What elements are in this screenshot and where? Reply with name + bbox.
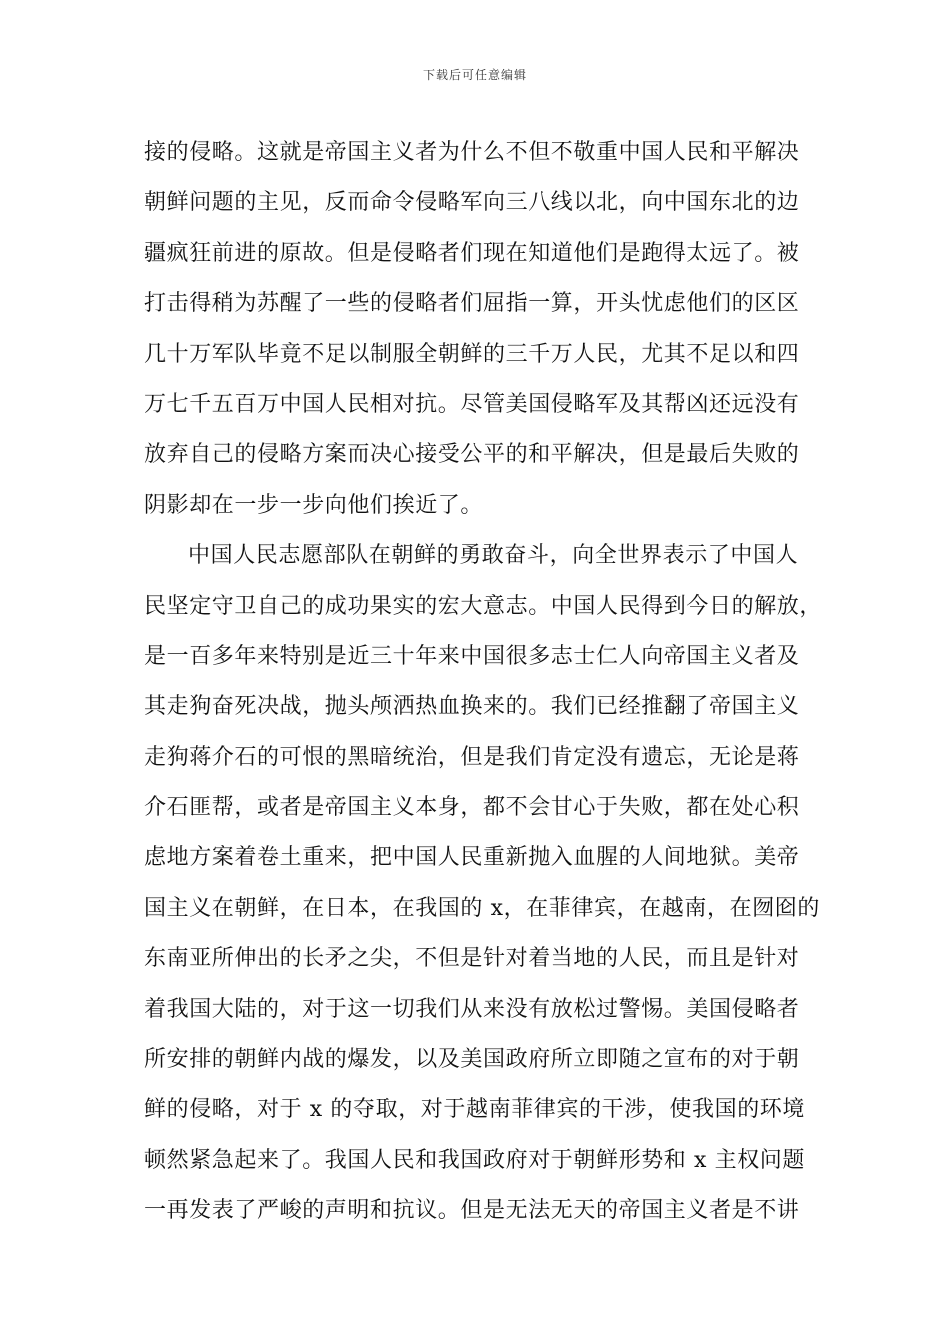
text-line: 着我国大陆的，对于这一切我们从来没有放松过警惕。美国侵略者 [144,996,800,1022]
paragraph-1 [144,128,810,531]
text-line: 虑地方案着卷土重来，把中国人民重新抛入血腥的人间地狱。美帝 [144,845,800,871]
text-line: 走狗蒋介石的可恨的黑暗统治，但是我们肯定没有遗忘，无论是蒋 [144,744,800,770]
text-line: 顿然紧急起来了。我国人民和我国政府对于朝鲜形势和 x 主权问题 [144,1147,805,1173]
text-line: 阴影却在一步一步向他们挨近了。 [144,492,484,518]
text-line: 放弃自己的侵略方案而决心接受公平的和平解决，但是最后失败的 [144,442,800,468]
text-line: 万七千五百万中国人民相对抗。尽管美国侵略军及其帮凶还远没有 [144,391,800,417]
text-line: 东南亚所伸出的长矛之尖，不但是针对着当地的人民，而且是针对 [144,946,800,972]
page-header: 下载后可任意编辑 [422,68,527,82]
text-line: 鲜的侵略，对于 x 的夺取，对于越南菲律宾的干涉，使我国的环境 [144,1097,805,1123]
text-line: 接的侵略。这就是帝国主义者为什么不但不敬重中国人民和平解决 [144,140,800,165]
document-body [144,128,823,1237]
text-line: 是一百多年来特别是近三十年来中国很多志士仁人向帝国主义者及 [144,643,800,669]
text-line: 国主义在朝鲜，在日本，在我国的 x，在菲律宾，在越南，在囫囵的 [144,895,821,921]
text-line: 介石匪帮，或者是帝国主义本身，都不会甘心于失败，都在处心积 [144,795,800,821]
text-line: 民坚定守卫自己的成功果实的宏大意志。中国人民得到今日的解放， [144,593,823,619]
text-line: 一再发表了严峻的声明和抗议。但是无法无天的帝国主义者是不讲 [144,1198,800,1224]
text-line: 所安排的朝鲜内战的爆发，以及美国政府所立即随之宣布的对于朝 [144,1047,800,1073]
text-line: 疆疯狂前进的原故。但是侵略者们现在知道他们是跑得太远了。被 [144,240,800,266]
text-line: 其走狗奋死决战，抛头颅洒热血换来的。我们已经推翻了帝国主义 [144,694,800,720]
paragraph-2 [144,531,823,1236]
text-line: 中国人民志愿部队在朝鲜的勇敢奋斗，向全世界表示了中国人 [188,543,799,569]
text-line: 几十万军队毕竟不足以制服全朝鲜的三千万人民，尤其不足以和四 [144,341,800,367]
text-line: 打击得稍为苏醒了一些的侵略者们屈指一算，开头忧虑他们的区区 [144,291,800,317]
text-line: 朝鲜问题的主见，反而命令侵略军向三八线以北，向中国东北的边 [144,190,800,216]
